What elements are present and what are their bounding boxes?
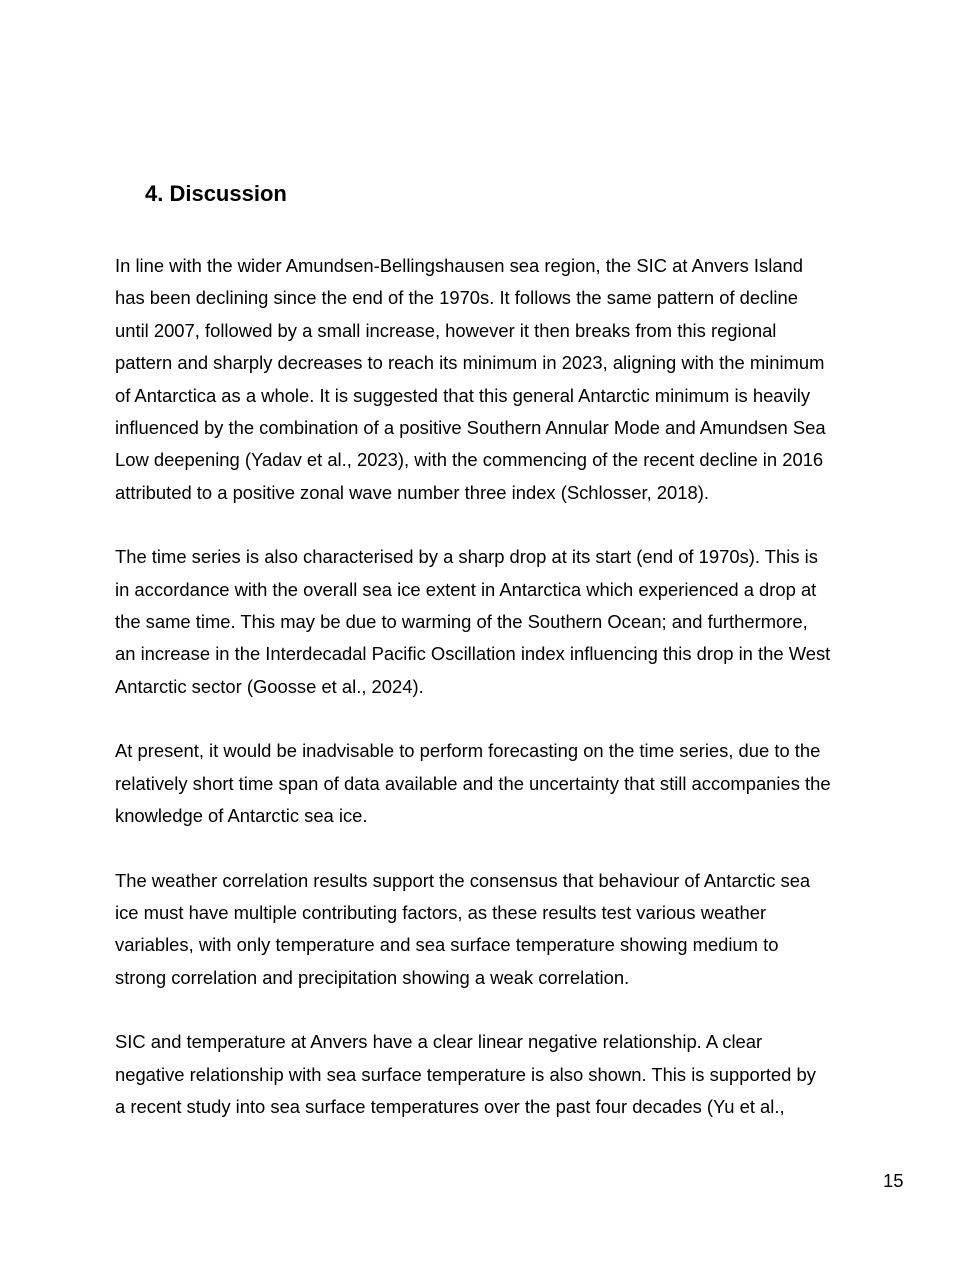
paragraph <box>115 250 831 509</box>
text-line: Low deepening (Yadav et al., 2023), with the commencing of the recent decline in 2016 <box>115 449 824 471</box>
text-line: until 2007, followed by a small increase, however it then breaks from this regional <box>115 319 777 341</box>
text-line: The weather correlation results support the consensus that behaviour of Antarctic sea <box>115 869 811 891</box>
text-line: SIC and temperature at Anvers have a clear linear negative relationship. A clear <box>115 1031 763 1053</box>
text-line: Antarctic sector (Goosse et al., 2024). <box>115 675 424 697</box>
text-line: influenced by the combination of a positive Southern Annular Mode and Amundsen Sea <box>115 417 826 439</box>
text-line: in accordance with the overall sea ice extent in Antarctica which experienced a drop at <box>115 578 817 600</box>
text-line: ice must have multiple contributing factors, as these results test various weather <box>115 901 767 923</box>
section-heading: 4. Discussion <box>145 181 287 206</box>
text-line: has been declining since the end of the 1970s. It follows the same pattern of decline <box>115 287 798 309</box>
page-number: 15 <box>883 1170 904 1191</box>
text-line: strong correlation and precipitation showing a weak correlation. <box>115 966 630 988</box>
text-line: of Antarctica as a whole. It is suggested that this general Antarctic minimum is heavily <box>115 384 811 406</box>
paragraph <box>115 541 831 703</box>
text-line: In line with the wider Amundsen-Bellingshausen sea region, the SIC at Anvers Island <box>115 255 804 276</box>
text-line: variables, with only temperature and sea surface temperature showing medium to <box>115 934 779 956</box>
paragraph <box>115 1026 831 1123</box>
document-body <box>115 250 831 1155</box>
text-line: the same time. This may be due to warming of the Southern Ocean; and furthermore, <box>115 611 808 633</box>
text-line: negative relationship with sea surface temperature is also shown. This is supported by <box>115 1063 816 1085</box>
text-line: knowledge of Antarctic sea ice. <box>115 805 368 827</box>
text-line: At present, it would be inadvisable to perform forecasting on the time series, due to the <box>115 740 821 762</box>
text-line: The time series is also characterised by a sharp drop at its start (end of 1970s). This is <box>115 546 818 568</box>
text-line: attributed to a positive zonal wave number three index (Schlosser, 2018). <box>115 481 709 503</box>
text-line: pattern and sharply decreases to reach its minimum in 2023, aligning with the minimum <box>115 352 825 374</box>
paragraph <box>115 735 831 832</box>
paragraph <box>115 865 831 995</box>
text-line: relatively short time span of data available and the uncertainty that still accompanies the <box>115 772 831 794</box>
text-line: an increase in the Interdecadal Pacific Oscillation index influencing this drop in the West <box>115 643 831 665</box>
text-line: a recent study into sea surface temperatures over the past four decades (Yu et al., <box>115 1095 785 1117</box>
